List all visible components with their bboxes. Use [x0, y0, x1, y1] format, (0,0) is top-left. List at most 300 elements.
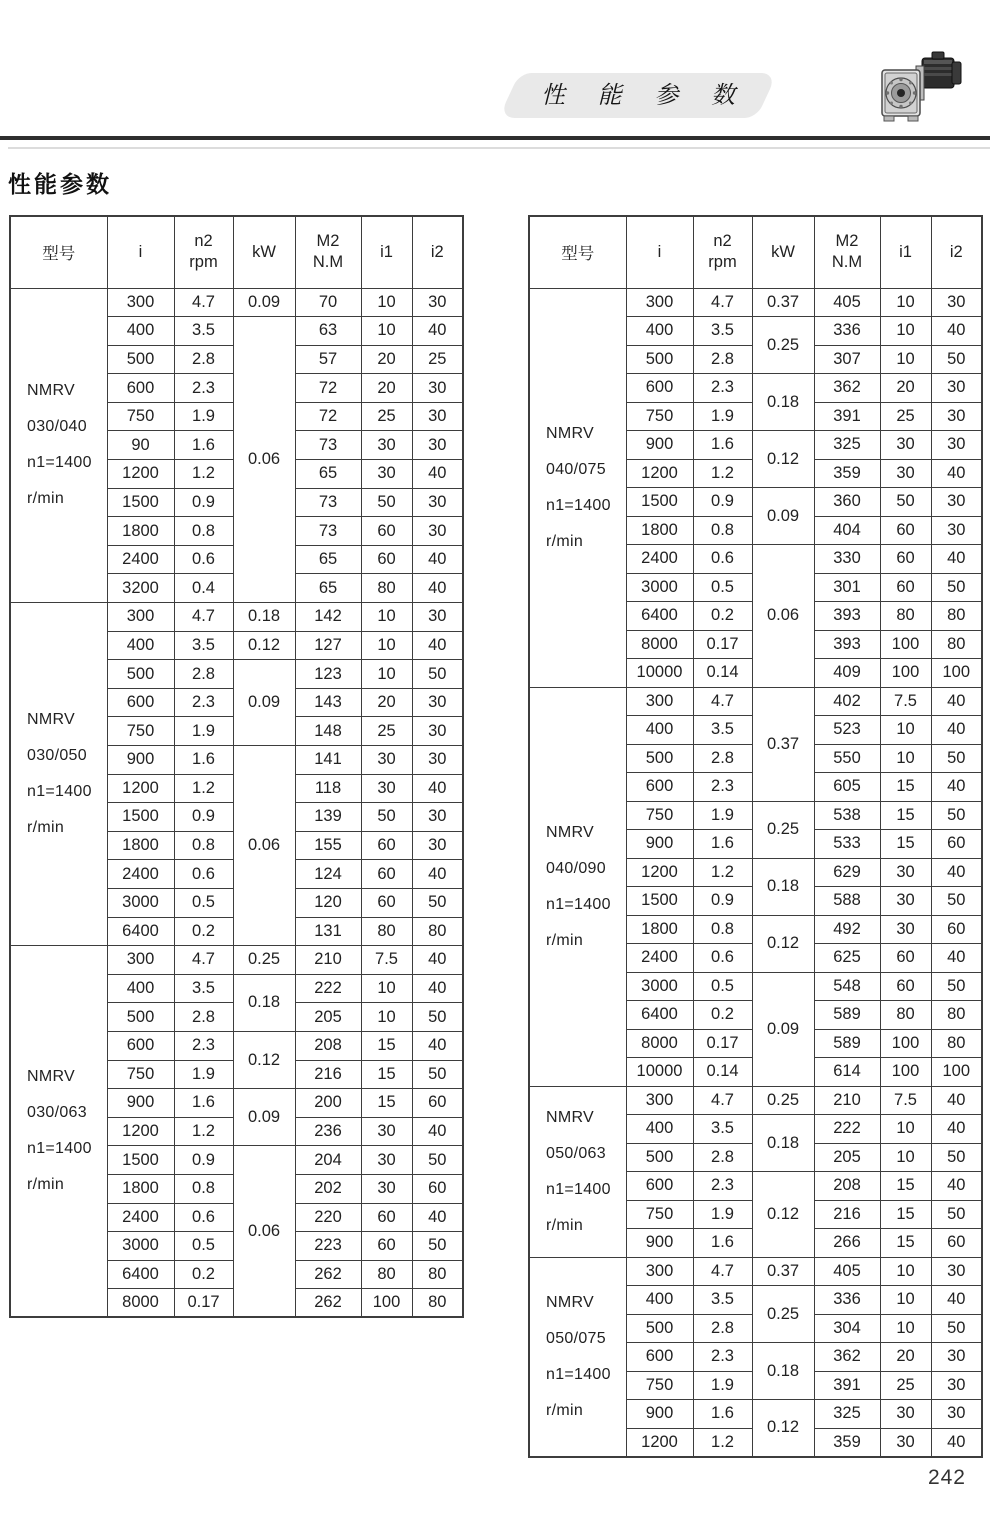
i1-cell: 30	[880, 858, 931, 887]
i2-cell: 60	[931, 830, 982, 859]
i1-cell: 30	[361, 431, 412, 460]
n2-cell: 2.8	[174, 660, 233, 689]
i2-cell: 30	[931, 402, 982, 431]
n2-cell: 0.6	[174, 545, 233, 574]
i1-cell: 15	[361, 1031, 412, 1060]
i-cell: 8000	[626, 630, 693, 659]
i2-cell: 40	[931, 773, 982, 802]
i-cell: 400	[107, 974, 174, 1003]
i-cell: 1200	[626, 459, 693, 488]
i-cell: 500	[626, 1314, 693, 1343]
m2-cell: 120	[295, 888, 361, 917]
model-cell: NMRV 040/075 n1=1400 r/min	[529, 288, 626, 687]
n2-cell: 4.7	[693, 1257, 752, 1286]
m2-cell: 200	[295, 1089, 361, 1118]
kw-cell: 0.09	[233, 660, 295, 746]
m2-cell: 208	[814, 1172, 880, 1201]
i2-cell: 80	[931, 1029, 982, 1058]
n2-cell: 2.8	[693, 1314, 752, 1343]
i1-cell: 30	[361, 746, 412, 775]
m2-cell: 202	[295, 1174, 361, 1203]
kw-cell: 0.18	[752, 374, 814, 431]
i2-cell: 40	[412, 1203, 463, 1232]
n2-cell: 4.7	[174, 603, 233, 632]
n2-cell: 1.2	[693, 459, 752, 488]
kw-cell: 0.09	[752, 488, 814, 545]
n2-cell: 0.6	[693, 944, 752, 973]
i2-cell: 40	[412, 974, 463, 1003]
m2-cell: 262	[295, 1260, 361, 1289]
col-header-n2-rpm: n2 rpm	[174, 216, 233, 288]
i1-cell: 50	[880, 488, 931, 517]
i-cell: 1500	[626, 887, 693, 916]
i1-cell: 100	[880, 1029, 931, 1058]
i-cell: 1500	[107, 803, 174, 832]
i1-cell: 100	[880, 1058, 931, 1087]
kw-cell: 0.09	[233, 1089, 295, 1146]
n2-cell: 1.6	[693, 431, 752, 460]
i-cell: 500	[107, 345, 174, 374]
i-cell: 300	[626, 1086, 693, 1115]
n2-cell: 4.7	[693, 687, 752, 716]
kw-cell: 0.18	[752, 1115, 814, 1172]
i1-cell: 10	[880, 716, 931, 745]
i1-cell: 25	[880, 1371, 931, 1400]
n2-cell: 3.5	[174, 974, 233, 1003]
i1-cell: 20	[880, 374, 931, 403]
m2-cell: 210	[814, 1086, 880, 1115]
i2-cell: 50	[931, 573, 982, 602]
i-cell: 600	[107, 374, 174, 403]
m2-cell: 262	[295, 1289, 361, 1318]
i2-cell: 30	[412, 831, 463, 860]
n2-cell: 1.9	[693, 1371, 752, 1400]
model-cell: NMRV 030/063 n1=1400 r/min	[10, 946, 107, 1318]
col-header-i1: i1	[361, 216, 412, 288]
n2-cell: 1.6	[174, 431, 233, 460]
i1-cell: 10	[880, 288, 931, 317]
n2-cell: 0.17	[174, 1289, 233, 1318]
i2-cell: 30	[931, 1400, 982, 1429]
i-cell: 600	[626, 374, 693, 403]
n2-cell: 0.9	[174, 488, 233, 517]
kw-cell: 0.18	[752, 1343, 814, 1400]
m2-cell: 360	[814, 488, 880, 517]
model-cell: NMRV 050/063 n1=1400 r/min	[529, 1086, 626, 1257]
m2-cell: 65	[295, 460, 361, 489]
i2-cell: 40	[412, 545, 463, 574]
m2-cell: 336	[814, 317, 880, 346]
i1-cell: 15	[880, 1229, 931, 1258]
n2-cell: 0.17	[693, 1029, 752, 1058]
m2-cell: 589	[814, 1001, 880, 1030]
i1-cell: 60	[880, 944, 931, 973]
n2-cell: 3.5	[174, 317, 233, 346]
i1-cell: 60	[361, 860, 412, 889]
n2-cell: 0.2	[174, 1260, 233, 1289]
i2-cell: 40	[412, 574, 463, 603]
i-cell: 6400	[626, 602, 693, 631]
m2-cell: 523	[814, 716, 880, 745]
kw-cell: 0.25	[233, 946, 295, 975]
n2-cell: 1.6	[174, 746, 233, 775]
i1-cell: 10	[880, 345, 931, 374]
m2-cell: 148	[295, 717, 361, 746]
n2-cell: 0.8	[693, 915, 752, 944]
i1-cell: 30	[880, 915, 931, 944]
kw-cell: 0.12	[233, 631, 295, 660]
i-cell: 6400	[107, 917, 174, 946]
kw-cell: 0.12	[752, 1172, 814, 1258]
i1-cell: 15	[880, 801, 931, 830]
i1-cell: 15	[880, 830, 931, 859]
model-cell: NMRV 040/090 n1=1400 r/min	[529, 687, 626, 1086]
m2-cell: 208	[295, 1031, 361, 1060]
m2-cell: 70	[295, 288, 361, 317]
header-rule-light	[8, 147, 990, 149]
m2-cell: 131	[295, 917, 361, 946]
i2-cell: 80	[412, 917, 463, 946]
page-number: 242	[927, 1466, 966, 1489]
header-rule-dark	[0, 136, 990, 140]
i-cell: 900	[107, 746, 174, 775]
m2-cell: 589	[814, 1029, 880, 1058]
n2-cell: 0.8	[693, 516, 752, 545]
i-cell: 500	[107, 660, 174, 689]
m2-cell: 210	[295, 946, 361, 975]
i-cell: 400	[107, 317, 174, 346]
i2-cell: 100	[931, 659, 982, 688]
i1-cell: 25	[361, 717, 412, 746]
n2-cell: 4.7	[693, 1086, 752, 1115]
n2-cell: 4.7	[174, 946, 233, 975]
i1-cell: 10	[361, 288, 412, 317]
i-cell: 600	[107, 1031, 174, 1060]
i1-cell: 10	[361, 631, 412, 660]
performance-table-left	[9, 215, 464, 1318]
i2-cell: 30	[931, 488, 982, 517]
i2-cell: 60	[931, 1229, 982, 1258]
i-cell: 750	[107, 1060, 174, 1089]
n2-cell: 1.9	[693, 801, 752, 830]
kw-cell: 0.18	[233, 603, 295, 632]
i1-cell: 60	[880, 545, 931, 574]
i2-cell: 30	[931, 1343, 982, 1372]
i-cell: 1200	[626, 1428, 693, 1457]
i-cell: 600	[626, 1343, 693, 1372]
i1-cell: 30	[361, 1117, 412, 1146]
col-header-i2: i2	[412, 216, 463, 288]
i2-cell: 80	[931, 630, 982, 659]
i2-cell: 30	[931, 516, 982, 545]
n2-cell: 3.5	[693, 317, 752, 346]
i2-cell: 50	[412, 1060, 463, 1089]
n2-cell: 3.5	[693, 1115, 752, 1144]
i-cell: 90	[107, 431, 174, 460]
m2-cell: 73	[295, 431, 361, 460]
m2-cell: 301	[814, 573, 880, 602]
i2-cell: 40	[412, 774, 463, 803]
m2-cell: 155	[295, 831, 361, 860]
i1-cell: 10	[880, 1257, 931, 1286]
i-cell: 1500	[626, 488, 693, 517]
i2-cell: 50	[412, 1146, 463, 1175]
i2-cell: 30	[412, 517, 463, 546]
i2-cell: 30	[931, 288, 982, 317]
i1-cell: 10	[361, 660, 412, 689]
i-cell: 10000	[626, 1058, 693, 1087]
i1-cell: 60	[361, 1232, 412, 1261]
m2-cell: 325	[814, 431, 880, 460]
i1-cell: 100	[361, 1289, 412, 1318]
i1-cell: 60	[880, 573, 931, 602]
m2-cell: 73	[295, 488, 361, 517]
kw-cell: 0.12	[752, 1400, 814, 1457]
i2-cell: 40	[412, 860, 463, 889]
i2-cell: 60	[412, 1089, 463, 1118]
n2-cell: 2.3	[174, 1031, 233, 1060]
i-cell: 1800	[107, 517, 174, 546]
i1-cell: 30	[880, 459, 931, 488]
m2-cell: 72	[295, 402, 361, 431]
i1-cell: 80	[361, 917, 412, 946]
i-cell: 2400	[107, 860, 174, 889]
n2-cell: 0.9	[174, 1146, 233, 1175]
i-cell: 750	[626, 1371, 693, 1400]
i-cell: 400	[626, 317, 693, 346]
m2-cell: 220	[295, 1203, 361, 1232]
n2-cell: 0.5	[693, 972, 752, 1001]
kw-cell: 0.25	[752, 801, 814, 858]
col-header-m2-nm: M2 N.M	[295, 216, 361, 288]
m2-cell: 330	[814, 545, 880, 574]
m2-cell: 65	[295, 574, 361, 603]
i2-cell: 40	[931, 687, 982, 716]
i-cell: 300	[626, 687, 693, 716]
i2-cell: 40	[412, 1117, 463, 1146]
m2-cell: 404	[814, 516, 880, 545]
kw-cell: 0.37	[752, 1257, 814, 1286]
i1-cell: 10	[361, 1003, 412, 1032]
n2-cell: 0.14	[693, 659, 752, 688]
i1-cell: 10	[880, 317, 931, 346]
n2-cell: 0.6	[174, 1203, 233, 1232]
i-cell: 300	[626, 1257, 693, 1286]
n2-cell: 3.5	[693, 716, 752, 745]
m2-cell: 304	[814, 1314, 880, 1343]
n2-cell: 1.6	[174, 1089, 233, 1118]
i2-cell: 40	[412, 317, 463, 346]
m2-cell: 393	[814, 602, 880, 631]
i2-cell: 30	[412, 488, 463, 517]
i2-cell: 30	[412, 603, 463, 632]
i1-cell: 60	[361, 1203, 412, 1232]
i2-cell: 40	[931, 1428, 982, 1457]
n2-cell: 2.3	[174, 374, 233, 403]
i2-cell: 50	[931, 1314, 982, 1343]
n2-cell: 0.8	[174, 517, 233, 546]
i2-cell: 30	[412, 746, 463, 775]
m2-cell: 359	[814, 1428, 880, 1457]
model-cell: NMRV 030/040 n1=1400 r/min	[10, 288, 107, 603]
i1-cell: 25	[361, 402, 412, 431]
n2-cell: 2.3	[693, 1172, 752, 1201]
i-cell: 750	[626, 1200, 693, 1229]
i1-cell: 30	[880, 431, 931, 460]
i-cell: 3000	[107, 1232, 174, 1261]
i1-cell: 10	[361, 603, 412, 632]
m2-cell: 405	[814, 288, 880, 317]
kw-cell: 0.37	[752, 288, 814, 317]
m2-cell: 538	[814, 801, 880, 830]
col-header-kw: kW	[752, 216, 814, 288]
i2-cell: 50	[931, 345, 982, 374]
i-cell: 8000	[107, 1289, 174, 1318]
n2-cell: 0.14	[693, 1058, 752, 1087]
col-header-i: i	[107, 216, 174, 288]
n2-cell: 0.9	[693, 488, 752, 517]
i1-cell: 60	[361, 545, 412, 574]
i1-cell: 100	[880, 659, 931, 688]
i-cell: 2400	[626, 545, 693, 574]
n2-cell: 0.8	[174, 1174, 233, 1203]
m2-cell: 204	[295, 1146, 361, 1175]
i2-cell: 80	[412, 1289, 463, 1318]
i-cell: 1200	[107, 1117, 174, 1146]
n2-cell: 0.17	[693, 630, 752, 659]
i-cell: 300	[107, 603, 174, 632]
i2-cell: 30	[931, 1371, 982, 1400]
m2-cell: 143	[295, 688, 361, 717]
i-cell: 400	[107, 631, 174, 660]
gearbox-motor-image	[874, 50, 966, 132]
i1-cell: 15	[880, 1172, 931, 1201]
i-cell: 1200	[626, 858, 693, 887]
i1-cell: 30	[361, 1146, 412, 1175]
kw-cell: 0.18	[752, 858, 814, 915]
i-cell: 1200	[107, 460, 174, 489]
i2-cell: 30	[412, 688, 463, 717]
m2-cell: 72	[295, 374, 361, 403]
n2-cell: 4.7	[693, 288, 752, 317]
i1-cell: 10	[880, 1286, 931, 1315]
i-cell: 750	[107, 402, 174, 431]
i-cell: 300	[107, 946, 174, 975]
m2-cell: 605	[814, 773, 880, 802]
i1-cell: 30	[361, 460, 412, 489]
page-title: 性能参数	[8, 171, 112, 197]
m2-cell: 550	[814, 744, 880, 773]
n2-cell: 0.6	[174, 860, 233, 889]
i1-cell: 60	[880, 972, 931, 1001]
kw-cell: 0.06	[752, 545, 814, 688]
i-cell: 750	[626, 402, 693, 431]
i1-cell: 7.5	[880, 687, 931, 716]
m2-cell: 405	[814, 1257, 880, 1286]
m2-cell: 124	[295, 860, 361, 889]
i1-cell: 10	[880, 1115, 931, 1144]
m2-cell: 391	[814, 402, 880, 431]
m2-cell: 223	[295, 1232, 361, 1261]
i1-cell: 30	[880, 887, 931, 916]
n2-cell: 1.9	[693, 1200, 752, 1229]
n2-cell: 2.3	[693, 773, 752, 802]
n2-cell: 1.6	[693, 1229, 752, 1258]
kw-cell: 0.12	[752, 915, 814, 972]
n2-cell: 1.2	[693, 858, 752, 887]
n2-cell: 3.5	[693, 1286, 752, 1315]
n2-cell: 4.7	[174, 288, 233, 317]
m2-cell: 236	[295, 1117, 361, 1146]
i1-cell: 30	[880, 1428, 931, 1457]
n2-cell: 2.8	[693, 744, 752, 773]
i-cell: 500	[626, 1143, 693, 1172]
kw-cell: 0.06	[233, 317, 295, 603]
i1-cell: 15	[361, 1060, 412, 1089]
i1-cell: 20	[361, 374, 412, 403]
i-cell: 6400	[626, 1001, 693, 1030]
i-cell: 1500	[107, 488, 174, 517]
i2-cell: 60	[931, 915, 982, 944]
i-cell: 900	[626, 1400, 693, 1429]
i-cell: 10000	[626, 659, 693, 688]
i1-cell: 7.5	[361, 946, 412, 975]
i1-cell: 60	[880, 516, 931, 545]
col-header-i1: i1	[880, 216, 931, 288]
m2-cell: 362	[814, 374, 880, 403]
kw-cell: 0.18	[233, 974, 295, 1031]
i2-cell: 80	[931, 1001, 982, 1030]
i-cell: 400	[626, 1115, 693, 1144]
col-header-n2-rpm: n2 rpm	[693, 216, 752, 288]
i-cell: 1500	[107, 1146, 174, 1175]
i-cell: 2400	[107, 1203, 174, 1232]
kw-cell: 0.25	[752, 317, 814, 374]
n2-cell: 0.5	[693, 573, 752, 602]
m2-cell: 629	[814, 858, 880, 887]
col-header-i2: i2	[931, 216, 982, 288]
m2-cell: 142	[295, 603, 361, 632]
i-cell: 2400	[626, 944, 693, 973]
kw-cell: 0.09	[752, 972, 814, 1086]
i2-cell: 40	[931, 858, 982, 887]
n2-cell: 1.9	[174, 1060, 233, 1089]
i2-cell: 60	[412, 1174, 463, 1203]
i1-cell: 80	[361, 1260, 412, 1289]
m2-cell: 123	[295, 660, 361, 689]
n2-cell: 2.3	[693, 1343, 752, 1372]
n2-cell: 0.4	[174, 574, 233, 603]
m2-cell: 625	[814, 944, 880, 973]
i-cell: 1800	[626, 915, 693, 944]
i2-cell: 80	[412, 1260, 463, 1289]
i-cell: 3000	[107, 888, 174, 917]
i1-cell: 10	[361, 974, 412, 1003]
i-cell: 900	[626, 431, 693, 460]
kw-cell: 0.25	[752, 1286, 814, 1343]
i2-cell: 40	[931, 317, 982, 346]
i2-cell: 80	[931, 602, 982, 631]
kw-cell: 0.12	[752, 431, 814, 488]
i-cell: 400	[626, 1286, 693, 1315]
i1-cell: 30	[361, 1174, 412, 1203]
m2-cell: 548	[814, 972, 880, 1001]
i-cell: 1200	[107, 774, 174, 803]
n2-cell: 0.5	[174, 1232, 233, 1261]
m2-cell: 141	[295, 746, 361, 775]
performance-table-right	[528, 215, 983, 1458]
m2-cell: 216	[295, 1060, 361, 1089]
